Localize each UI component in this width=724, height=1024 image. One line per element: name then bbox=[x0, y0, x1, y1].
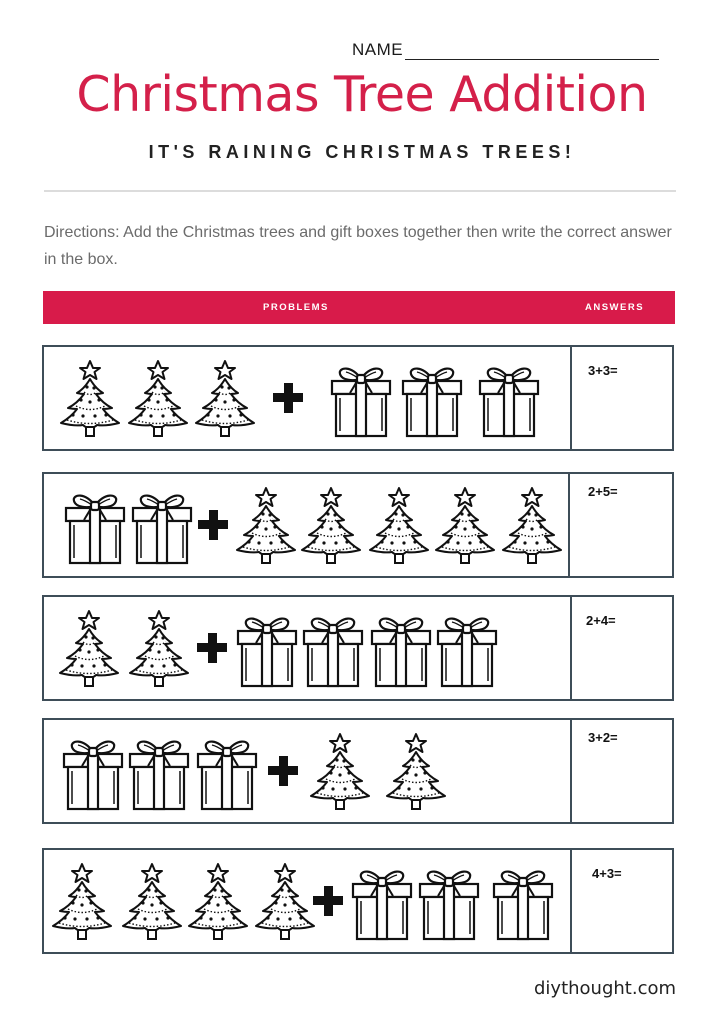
problem-row bbox=[42, 848, 674, 954]
answer-expression: 4+3= bbox=[592, 866, 622, 881]
christmas-tree-icon bbox=[252, 862, 318, 947]
page-title: Christmas Tree Addition bbox=[76, 66, 648, 123]
gift-box-icon bbox=[62, 486, 128, 571]
plus-icon bbox=[265, 753, 301, 794]
answer-expression: 3+2= bbox=[588, 730, 618, 745]
christmas-tree-icon bbox=[57, 359, 123, 444]
plus-icon bbox=[194, 630, 230, 671]
gift-box-icon bbox=[328, 359, 394, 444]
christmas-tree-icon bbox=[49, 862, 115, 947]
table-header bbox=[43, 291, 675, 324]
answer-expression: 2+4= bbox=[586, 613, 616, 628]
christmas-tree-icon bbox=[383, 732, 449, 817]
christmas-tree-icon bbox=[499, 486, 565, 571]
answer-box[interactable] bbox=[572, 884, 672, 952]
gift-box-icon bbox=[129, 486, 195, 571]
plus-icon bbox=[195, 507, 231, 548]
christmas-tree-icon bbox=[233, 486, 299, 571]
page-subtitle: IT'S RAINING CHRISTMAS TREES! bbox=[148, 142, 576, 162]
gift-box-icon bbox=[490, 862, 556, 947]
gift-box-icon bbox=[476, 359, 542, 444]
gift-box-icon bbox=[300, 609, 366, 694]
gift-box-icon bbox=[368, 609, 434, 694]
christmas-tree-icon bbox=[119, 862, 185, 947]
gift-box-icon bbox=[434, 609, 500, 694]
answer-box[interactable] bbox=[570, 508, 672, 576]
problem-row bbox=[42, 472, 674, 578]
plus-icon bbox=[270, 380, 306, 421]
answer-box[interactable] bbox=[572, 381, 672, 449]
christmas-tree-icon bbox=[366, 486, 432, 571]
problem-row bbox=[42, 345, 674, 451]
answer-expression: 2+5= bbox=[588, 484, 618, 499]
gift-box-icon bbox=[349, 862, 415, 947]
gift-box-icon bbox=[234, 609, 300, 694]
gift-box-icon bbox=[60, 732, 126, 817]
christmas-tree-icon bbox=[185, 862, 251, 947]
gift-box-icon bbox=[399, 359, 465, 444]
answers-column-header: ANSWERS bbox=[585, 302, 645, 313]
name-field[interactable] bbox=[352, 40, 659, 60]
gift-box-icon bbox=[416, 862, 482, 947]
name-label: NAME bbox=[352, 40, 404, 59]
answer-box[interactable] bbox=[572, 754, 672, 822]
christmas-tree-icon bbox=[192, 359, 258, 444]
gift-box-icon bbox=[194, 732, 260, 817]
christmas-tree-icon bbox=[125, 359, 191, 444]
christmas-tree-icon bbox=[307, 732, 373, 817]
answer-expression: 3+3= bbox=[588, 363, 618, 378]
answer-box[interactable] bbox=[572, 631, 672, 699]
brand-footer: diythought.com bbox=[534, 978, 677, 999]
problems-column-header: PROBLEMS bbox=[263, 302, 329, 313]
problem-row bbox=[42, 595, 674, 701]
name-blank-line[interactable] bbox=[405, 43, 659, 60]
christmas-tree-icon bbox=[298, 486, 364, 571]
christmas-tree-icon bbox=[126, 609, 192, 694]
gift-box-icon bbox=[126, 732, 192, 817]
directions-text: Directions: Add the Christmas trees and gift boxes together then write the correct answer in the box. bbox=[44, 224, 672, 268]
problem-row bbox=[42, 718, 674, 824]
christmas-tree-icon bbox=[432, 486, 498, 571]
christmas-tree-icon bbox=[56, 609, 122, 694]
divider bbox=[44, 190, 676, 192]
plus-icon bbox=[310, 883, 346, 924]
